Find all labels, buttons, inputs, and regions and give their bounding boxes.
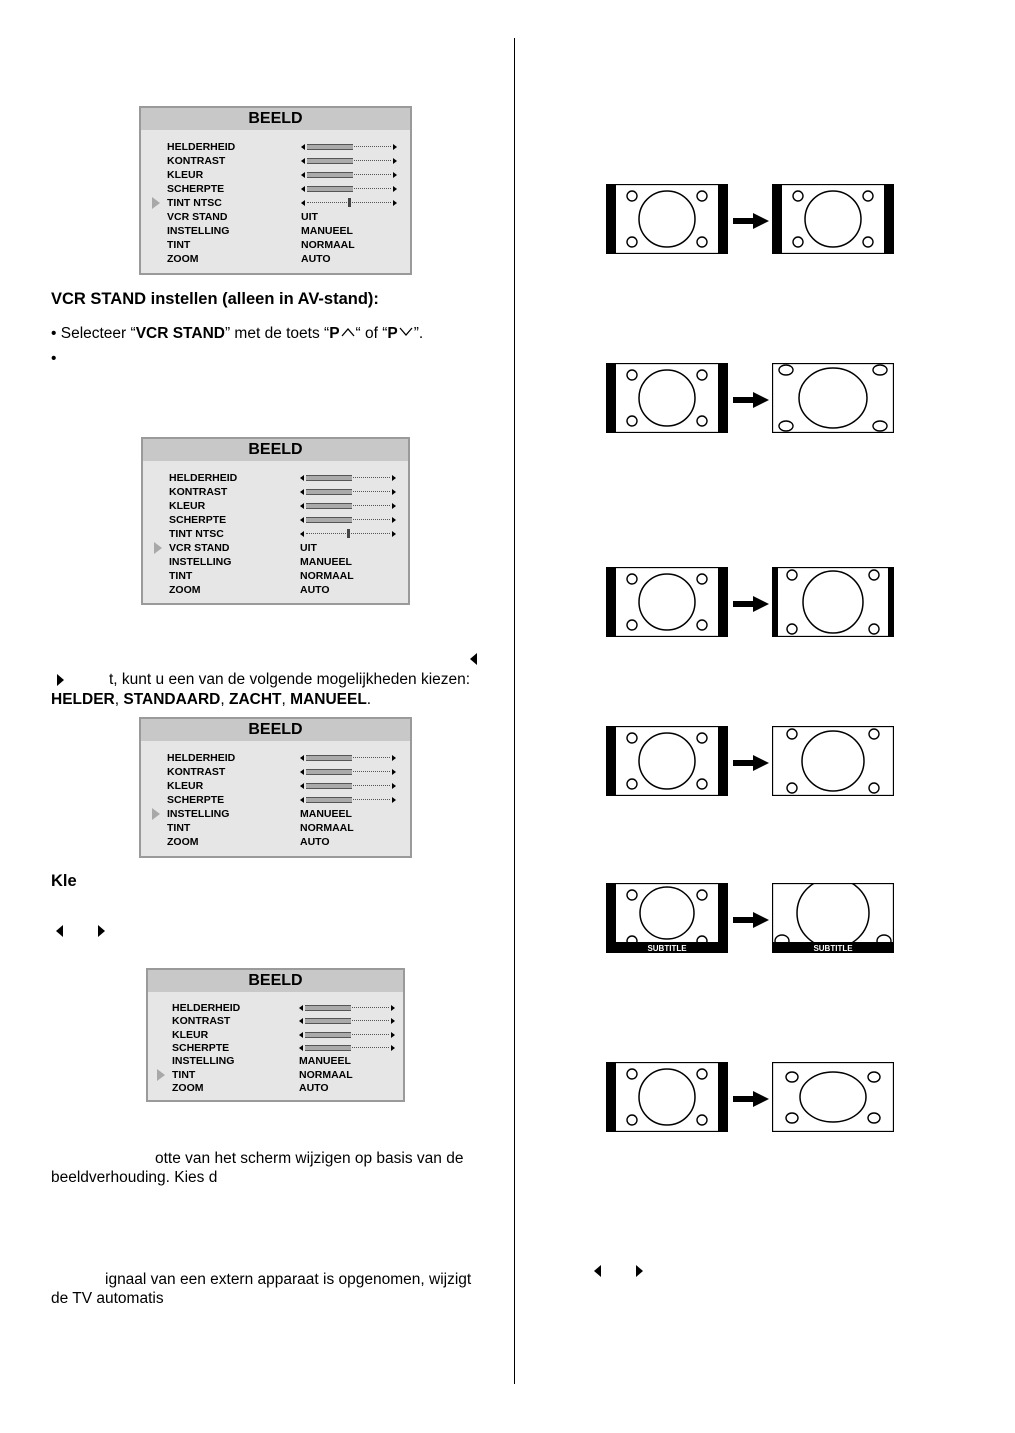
slider-left-arrow-icon bbox=[301, 144, 305, 150]
selection-pointer-icon bbox=[154, 542, 162, 554]
menu-item-label: VCR STAND bbox=[169, 542, 230, 554]
arrow-right-icon bbox=[733, 596, 769, 612]
menu-item-value: NORMAAL bbox=[301, 239, 355, 251]
menu-item-instelling[interactable] bbox=[141, 224, 410, 238]
menu-item-tint[interactable] bbox=[141, 238, 410, 252]
slider-right-arrow-icon bbox=[391, 1005, 395, 1011]
kleur-heading: Kle bbox=[51, 872, 77, 890]
slider-right-arrow-icon bbox=[393, 158, 397, 164]
zoom-text-line2: beeldverhouding. Kies d bbox=[51, 1169, 218, 1186]
subtitle-label: SUBTITLE bbox=[647, 944, 687, 953]
menu-item-label: TINT NTSC bbox=[167, 197, 222, 209]
zoom-text-line1: otte van het scherm wijzigen op basis van de bbox=[155, 1150, 464, 1167]
selection-pointer-icon bbox=[157, 1069, 165, 1081]
option-manueel: MANUEEL bbox=[290, 691, 367, 708]
slider-right-arrow-icon bbox=[393, 144, 397, 150]
menu-item-label: HELDERHEID bbox=[172, 1002, 241, 1014]
menu-item-label: INSTELLING bbox=[167, 808, 230, 820]
value-slider[interactable] bbox=[301, 171, 397, 179]
menu-item-scherpte[interactable] bbox=[148, 1041, 403, 1055]
menu-item-label: INSTELLING bbox=[169, 556, 232, 568]
zoomed-screen-diagram bbox=[772, 726, 894, 796]
menu-item-value: AUTO bbox=[299, 1081, 329, 1094]
menu-item-helderheid[interactable] bbox=[141, 140, 410, 154]
menu-item-helderheid[interactable] bbox=[143, 471, 408, 485]
value-slider[interactable] bbox=[300, 768, 396, 776]
slider-left-arrow-icon bbox=[300, 783, 304, 789]
slider-fill bbox=[306, 475, 352, 481]
menu-item-kleur[interactable] bbox=[143, 499, 408, 513]
slider-fill bbox=[305, 1005, 351, 1011]
menu-item-label: TINT bbox=[172, 1068, 196, 1081]
right-arrow-icon bbox=[98, 925, 105, 937]
slider-left-arrow-icon bbox=[301, 172, 305, 178]
slider-right-arrow-icon bbox=[391, 1018, 395, 1024]
slider-left-arrow-icon bbox=[300, 755, 304, 761]
menu-item-label: TINT bbox=[169, 570, 193, 582]
menu-item-vcr-stand[interactable] bbox=[141, 210, 410, 224]
menu-item-value: MANUEEL bbox=[300, 556, 352, 568]
slider-left-arrow-icon bbox=[299, 1045, 303, 1051]
slider-right-arrow-icon bbox=[393, 200, 397, 206]
slider-right-arrow-icon bbox=[392, 503, 396, 509]
menu-item-scherpte[interactable] bbox=[141, 182, 410, 196]
slider-right-arrow-icon bbox=[391, 1032, 395, 1038]
bullet: • bbox=[51, 350, 57, 367]
menu-item-value: NORMAAL bbox=[300, 822, 354, 834]
original-screen-diagram bbox=[606, 883, 728, 953]
menu-item-scherpte[interactable] bbox=[141, 793, 410, 807]
left-arrow-icon bbox=[470, 653, 477, 665]
menu-item-label: KLEUR bbox=[167, 169, 204, 181]
menu-item-value: NORMAAL bbox=[300, 570, 354, 582]
separator: , bbox=[114, 691, 124, 708]
slider-fill bbox=[306, 517, 352, 523]
selection-pointer-icon bbox=[152, 197, 160, 209]
separator: , bbox=[281, 691, 291, 708]
instruction-text: “ of “ bbox=[355, 325, 388, 342]
value-slider[interactable] bbox=[301, 143, 397, 151]
slider-right-arrow-icon bbox=[392, 755, 396, 761]
slider-left-arrow-icon bbox=[300, 769, 304, 775]
separator: , bbox=[220, 691, 229, 708]
slider-right-arrow-icon bbox=[392, 769, 396, 775]
menu-item-tint-ntsc[interactable] bbox=[143, 527, 408, 541]
menu-item-label: KLEUR bbox=[172, 1028, 209, 1041]
menu-item-label: ZOOM bbox=[169, 584, 201, 596]
menu-item-value: AUTO bbox=[300, 584, 330, 596]
menu-item-label: TINT bbox=[167, 822, 191, 834]
menu-item-value: MANUEEL bbox=[299, 1055, 351, 1068]
instruction-text: ”. bbox=[413, 325, 424, 342]
value-slider[interactable] bbox=[301, 185, 397, 193]
slider-right-arrow-icon bbox=[392, 517, 396, 523]
menu-item-label: ZOOM bbox=[172, 1081, 204, 1094]
menu-item-label: TINT NTSC bbox=[169, 528, 224, 540]
menu-item-label: VCR STAND bbox=[167, 211, 228, 223]
value-slider[interactable] bbox=[300, 502, 396, 510]
menu-item-zoom[interactable] bbox=[141, 835, 410, 849]
menu-item-label: KLEUR bbox=[169, 500, 206, 512]
instruction-text: ” met de toets “ bbox=[224, 325, 330, 342]
menu-item-instelling[interactable] bbox=[141, 807, 410, 821]
slider-fill bbox=[307, 144, 353, 150]
picture-menu-instelling bbox=[139, 717, 412, 858]
slider-left-arrow-icon bbox=[300, 531, 304, 537]
vcr-stand-instruction bbox=[51, 323, 423, 343]
menu-item-label: HELDERHEID bbox=[167, 141, 236, 153]
value-slider[interactable] bbox=[300, 796, 396, 804]
menu-item-kleur[interactable] bbox=[148, 1028, 403, 1042]
slider-right-arrow-icon bbox=[392, 783, 396, 789]
arrow-right-icon bbox=[733, 213, 769, 229]
menu-item-label: SCHERPTE bbox=[169, 514, 227, 526]
auto-text-line1: ignaal van een extern apparaat is opgenomen, wijzigt bbox=[105, 1271, 472, 1288]
value-slider[interactable] bbox=[300, 488, 396, 496]
option-standaard: STANDAARD bbox=[123, 691, 221, 708]
option-zacht: ZACHT bbox=[229, 691, 282, 708]
picture-menu-tint bbox=[146, 968, 405, 1102]
menu-item-instelling[interactable] bbox=[148, 1054, 403, 1068]
slider-left-arrow-icon bbox=[301, 200, 305, 206]
menu-item-helderheid[interactable] bbox=[148, 1001, 403, 1015]
period: . bbox=[366, 691, 372, 708]
menu-item-label: INSTELLING bbox=[167, 225, 230, 237]
menu-item-label: SCHERPTE bbox=[172, 1041, 230, 1054]
option-helder: HELDER bbox=[51, 691, 115, 708]
zoomed-screen-diagram bbox=[772, 184, 894, 254]
picture-menu-tint-ntsc bbox=[139, 106, 412, 275]
original-screen-diagram bbox=[606, 363, 728, 433]
zoomed-screen-diagram bbox=[772, 567, 894, 637]
right-arrow-icon bbox=[57, 674, 64, 686]
slider-left-arrow-icon bbox=[300, 797, 304, 803]
p-key: P bbox=[329, 325, 340, 342]
menu-title: BEELD bbox=[143, 439, 408, 461]
slider-fill bbox=[305, 1045, 351, 1051]
slider-left-arrow-icon bbox=[300, 489, 304, 495]
menu-item-vcr-stand[interactable] bbox=[143, 541, 408, 555]
menu-item-label: SCHERPTE bbox=[167, 794, 225, 806]
slider-fill bbox=[306, 489, 352, 495]
column-divider bbox=[514, 38, 515, 1384]
menu-item-label: KONTRAST bbox=[167, 766, 226, 778]
menu-item-label: KONTRAST bbox=[167, 155, 226, 167]
zoomed-screen-diagram bbox=[772, 883, 894, 953]
left-arrow-icon bbox=[56, 925, 63, 937]
arrow-right-icon bbox=[733, 1091, 769, 1107]
value-slider[interactable] bbox=[301, 199, 397, 207]
menu-item-tint[interactable] bbox=[148, 1068, 403, 1082]
slider-fill bbox=[305, 1018, 351, 1024]
menu-item-scherpte[interactable] bbox=[143, 513, 408, 527]
slider-right-arrow-icon bbox=[393, 172, 397, 178]
value-slider[interactable] bbox=[300, 782, 396, 790]
menu-item-instelling[interactable] bbox=[143, 555, 408, 569]
original-screen-diagram bbox=[606, 567, 728, 637]
slider-fill bbox=[307, 186, 353, 192]
slider-left-arrow-icon bbox=[299, 1032, 303, 1038]
instruction-text: • Selecteer “ bbox=[51, 325, 136, 342]
value-slider[interactable] bbox=[300, 530, 396, 538]
value-slider[interactable] bbox=[299, 1017, 395, 1025]
zoomed-screen-diagram bbox=[772, 1062, 894, 1132]
menu-item-value: NORMAAL bbox=[299, 1068, 353, 1081]
menu-item-tint[interactable] bbox=[143, 569, 408, 583]
slider-right-arrow-icon bbox=[392, 531, 396, 537]
menu-item-value: AUTO bbox=[300, 836, 330, 848]
menu-item-value: UIT bbox=[301, 211, 318, 223]
slider-left-arrow-icon bbox=[299, 1005, 303, 1011]
slider-fill bbox=[306, 769, 352, 775]
menu-item-kleur[interactable] bbox=[141, 168, 410, 182]
menu-item-label: SCHERPTE bbox=[167, 183, 225, 195]
slider-right-arrow-icon bbox=[392, 475, 396, 481]
slider-right-arrow-icon bbox=[391, 1045, 395, 1051]
p-key: P bbox=[387, 325, 398, 342]
slider-right-arrow-icon bbox=[393, 186, 397, 192]
slider-fill bbox=[305, 1032, 351, 1038]
menu-title: BEELD bbox=[141, 719, 410, 741]
value-slider[interactable] bbox=[300, 516, 396, 524]
setting-options bbox=[51, 690, 371, 709]
slider-right-arrow-icon bbox=[392, 489, 396, 495]
slider-fill bbox=[307, 172, 353, 178]
original-screen-diagram bbox=[606, 184, 728, 254]
menu-item-label: TINT bbox=[167, 239, 191, 251]
instruction-key: VCR STAND bbox=[135, 325, 225, 342]
slider-fill bbox=[306, 797, 352, 803]
menu-item-value: MANUEEL bbox=[301, 225, 353, 237]
menu-item-label: ZOOM bbox=[167, 836, 199, 848]
left-arrow-icon bbox=[594, 1265, 601, 1277]
menu-item-kontrast[interactable] bbox=[148, 1014, 403, 1028]
menu-title: BEELD bbox=[148, 970, 403, 992]
menu-item-value: MANUEEL bbox=[300, 808, 352, 820]
value-slider[interactable] bbox=[299, 1004, 395, 1012]
slider-knob bbox=[348, 198, 351, 207]
menu-item-label: INSTELLING bbox=[172, 1055, 235, 1068]
menu-item-label: ZOOM bbox=[167, 253, 199, 265]
picture-menu-vcr-stand bbox=[141, 437, 410, 605]
menu-item-kontrast[interactable] bbox=[141, 765, 410, 779]
chevron-down-icon bbox=[399, 323, 413, 333]
menu-item-label: HELDERHEID bbox=[169, 472, 238, 484]
menu-item-zoom[interactable] bbox=[148, 1081, 403, 1095]
menu-item-label: KONTRAST bbox=[169, 486, 228, 498]
chevron-up-icon bbox=[341, 323, 355, 333]
value-slider[interactable] bbox=[301, 157, 397, 165]
menu-title: BEELD bbox=[141, 108, 410, 130]
menu-item-label: HELDERHEID bbox=[167, 752, 236, 764]
menu-item-zoom[interactable] bbox=[143, 583, 408, 597]
arrow-right-icon bbox=[733, 912, 769, 928]
slider-left-arrow-icon bbox=[300, 517, 304, 523]
right-arrow-icon bbox=[636, 1265, 643, 1277]
menu-item-label: KLEUR bbox=[167, 780, 204, 792]
menu-item-tint[interactable] bbox=[141, 821, 410, 835]
original-screen-diagram bbox=[606, 1062, 728, 1132]
slider-fill bbox=[306, 783, 352, 789]
menu-item-kontrast[interactable] bbox=[143, 485, 408, 499]
slider-fill bbox=[306, 755, 352, 761]
menu-item-value: AUTO bbox=[301, 253, 331, 265]
auto-text-line2: de TV automatis bbox=[51, 1290, 164, 1307]
setting-text: t, kunt u een van de volgende mogelijkheden kiezen: bbox=[109, 671, 471, 688]
slider-left-arrow-icon bbox=[299, 1018, 303, 1024]
slider-fill bbox=[307, 158, 353, 164]
value-slider[interactable] bbox=[300, 754, 396, 762]
original-screen-diagram bbox=[606, 726, 728, 796]
vcr-stand-heading: VCR STAND instellen (alleen in AV-stand): bbox=[51, 290, 379, 308]
slider-left-arrow-icon bbox=[300, 503, 304, 509]
zoomed-screen-diagram bbox=[772, 363, 894, 433]
menu-item-value: UIT bbox=[300, 542, 317, 554]
value-slider[interactable] bbox=[300, 474, 396, 482]
arrow-right-icon bbox=[733, 392, 769, 408]
menu-item-tint-ntsc[interactable] bbox=[141, 196, 410, 210]
menu-item-zoom[interactable] bbox=[141, 252, 410, 266]
menu-item-helderheid[interactable] bbox=[141, 751, 410, 765]
slider-left-arrow-icon bbox=[301, 186, 305, 192]
slider-right-arrow-icon bbox=[392, 797, 396, 803]
slider-left-arrow-icon bbox=[300, 475, 304, 481]
value-slider[interactable] bbox=[299, 1031, 395, 1039]
value-slider[interactable] bbox=[299, 1044, 395, 1052]
arrow-right-icon bbox=[733, 755, 769, 771]
menu-item-kleur[interactable] bbox=[141, 779, 410, 793]
slider-left-arrow-icon bbox=[301, 158, 305, 164]
slider-knob bbox=[347, 529, 350, 538]
menu-item-kontrast[interactable] bbox=[141, 154, 410, 168]
slider-fill bbox=[306, 503, 352, 509]
selection-pointer-icon bbox=[152, 808, 160, 820]
menu-item-label: KONTRAST bbox=[172, 1015, 231, 1028]
subtitle-label: SUBTITLE bbox=[813, 944, 853, 953]
